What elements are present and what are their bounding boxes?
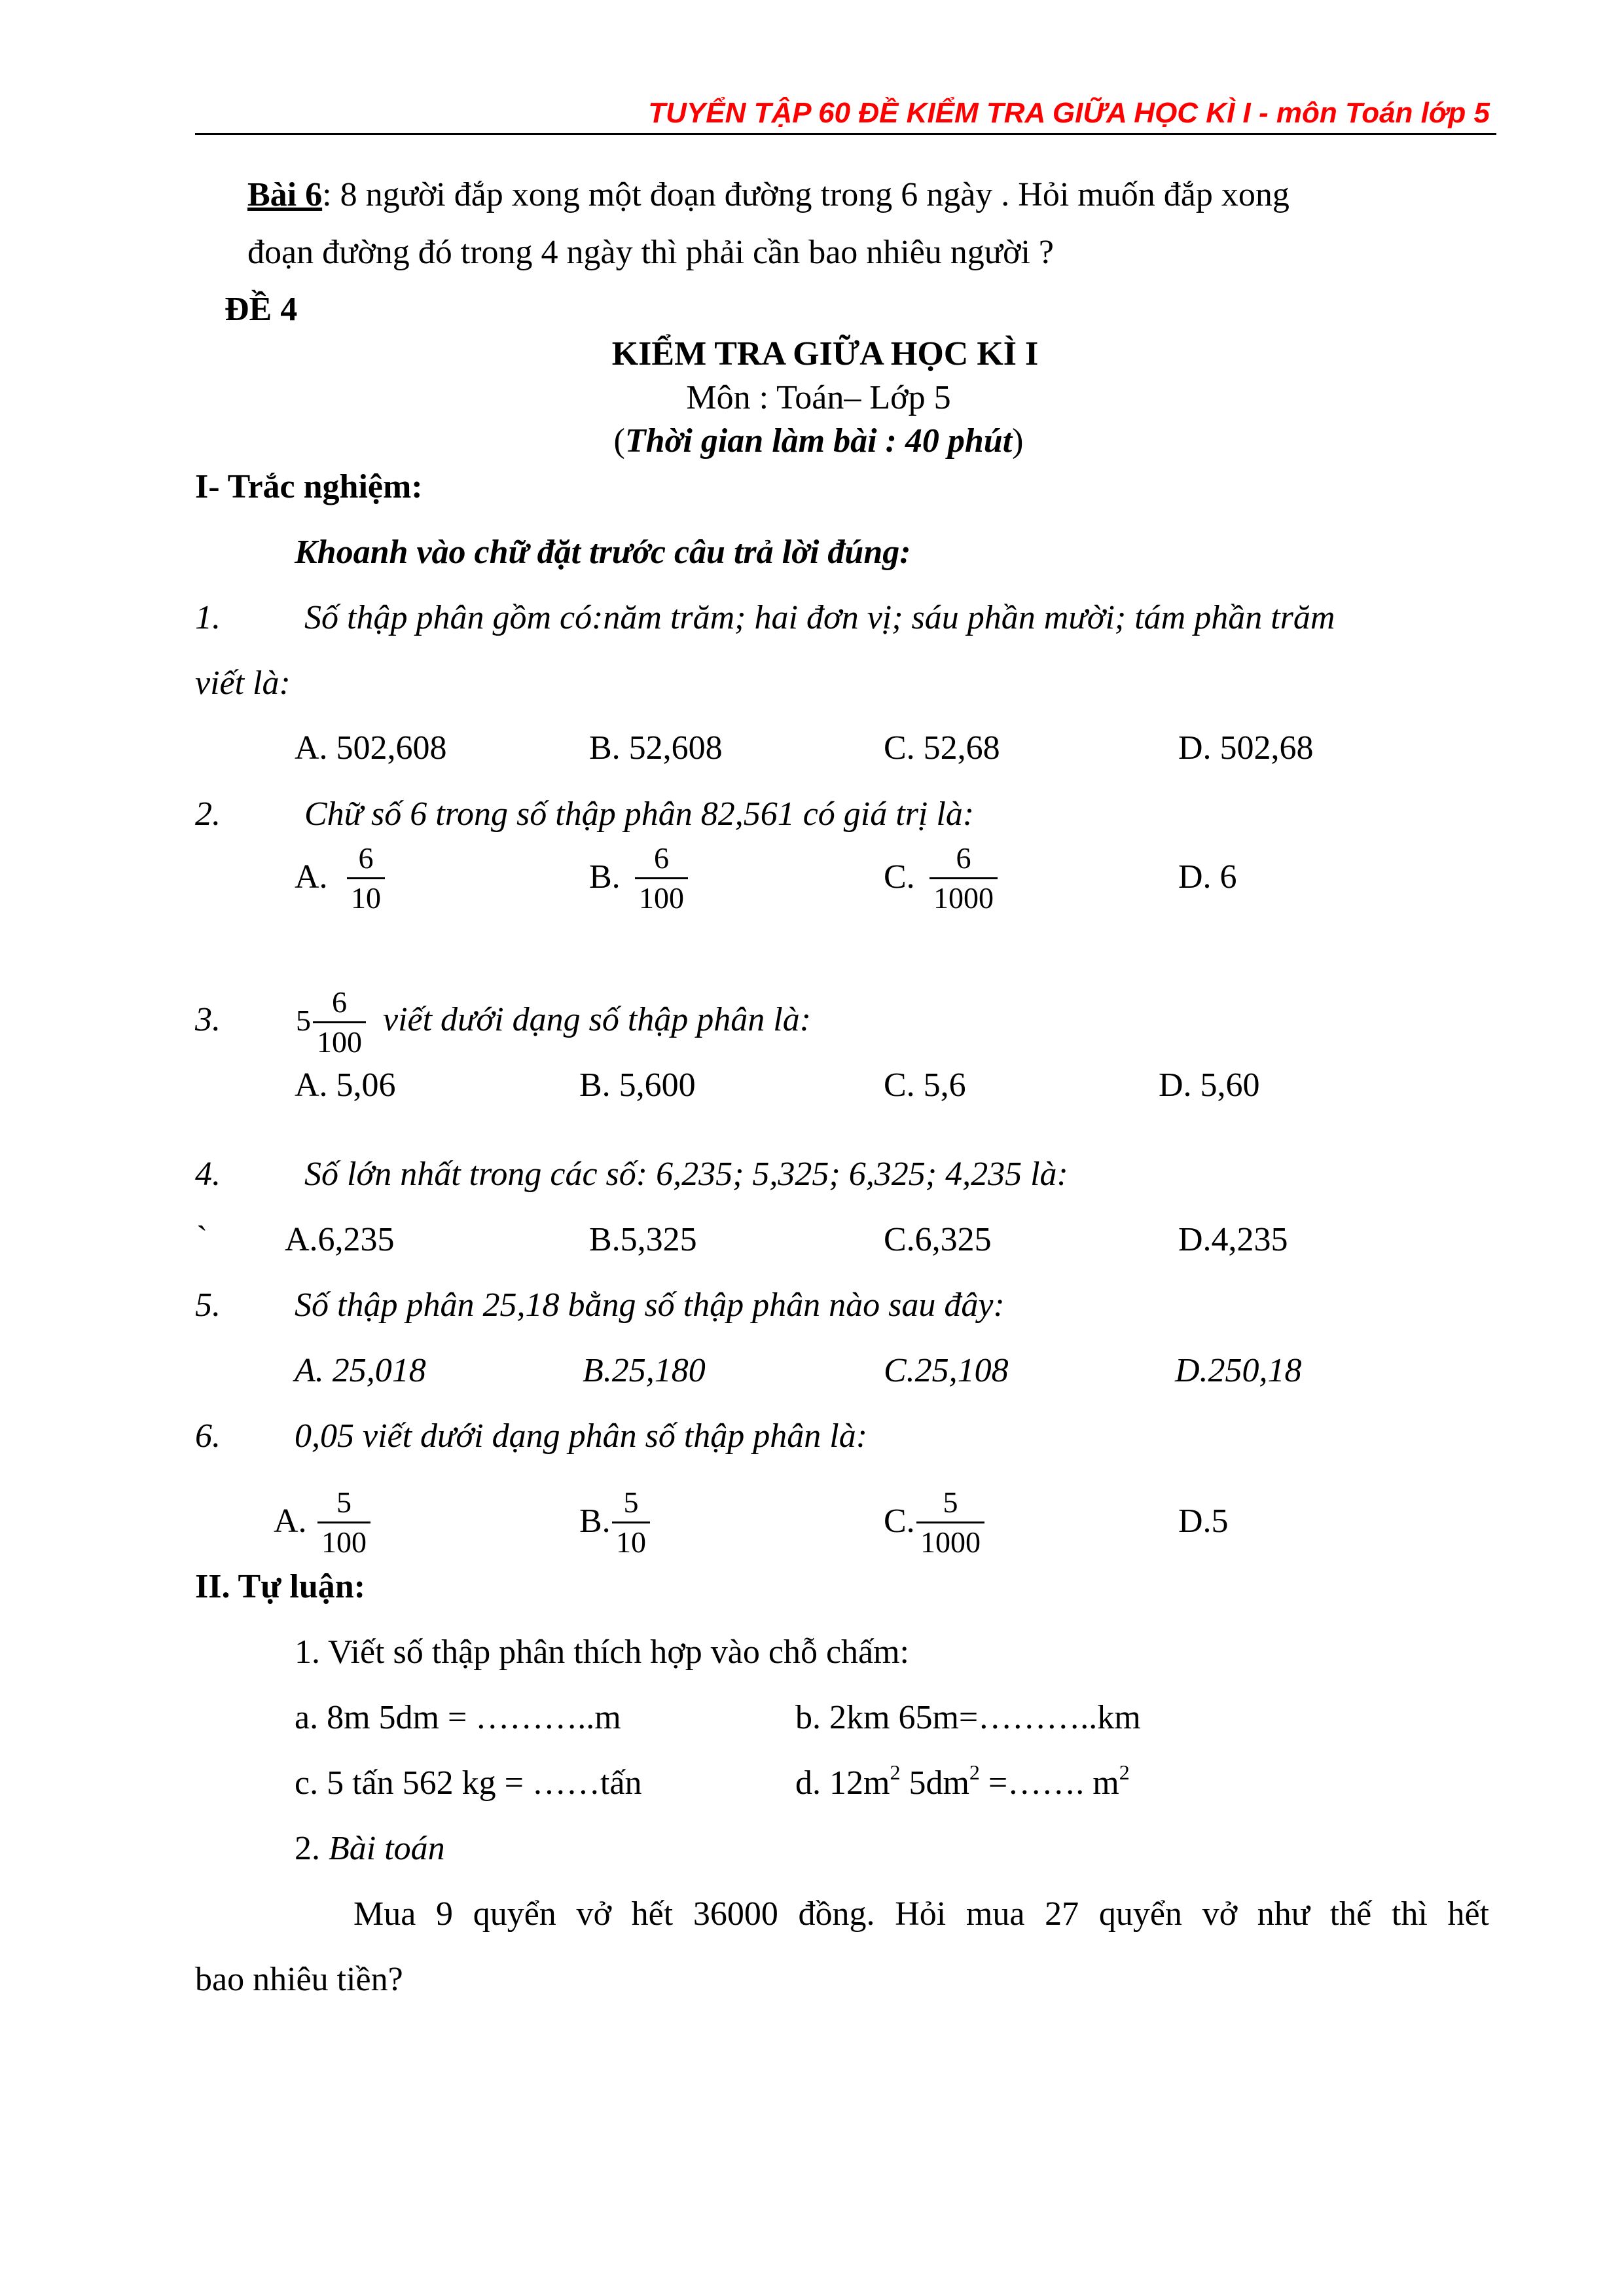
q2-option-a-label[interactable]: A. bbox=[295, 858, 328, 896]
q2-text: Chữ số 6 trong số thập phân 82,561 có giá trị là: bbox=[304, 795, 975, 833]
q1-option-d[interactable]: D. 502,68 bbox=[1178, 729, 1314, 767]
ex1-d-sup3: 2 bbox=[1119, 1760, 1130, 1784]
q4-number: 4. bbox=[195, 1156, 221, 1193]
q1-text-cont: viết là: bbox=[195, 665, 291, 702]
q1-option-c[interactable]: C. 52,68 bbox=[884, 729, 1000, 767]
q2-a-numerator: 6 bbox=[358, 841, 374, 875]
exam-time-open: ( bbox=[613, 422, 625, 460]
q6-option-c-label[interactable]: C. bbox=[884, 1503, 915, 1540]
q2-c-denominator: 1000 bbox=[933, 881, 994, 915]
ex1-d-sup2: 2 bbox=[969, 1760, 980, 1784]
q3-fraction bbox=[313, 987, 366, 1057]
ex1-d-part2: 5dm bbox=[900, 1764, 969, 1802]
q2-number: 2. bbox=[195, 795, 221, 833]
q2-option-a-fraction[interactable] bbox=[347, 843, 385, 913]
ex1-item-a[interactable]: a. 8m 5dm = ………..m bbox=[295, 1699, 621, 1736]
ex1-title: 1. Viết số thập phân thích hợp vào chỗ chấm: bbox=[295, 1633, 909, 1671]
q5-text: Số thập phân 25,18 bằng số thập phân nào sau đây: bbox=[295, 1286, 1005, 1324]
q6-option-b-label[interactable]: B. bbox=[579, 1503, 611, 1540]
q6-option-d[interactable]: D.5 bbox=[1178, 1503, 1229, 1540]
q6-c-denominator: 1000 bbox=[920, 1525, 981, 1559]
q3-denominator: 100 bbox=[317, 1025, 362, 1059]
prev-problem-label: Bài 6 bbox=[247, 176, 323, 213]
prev-problem-text1: : 8 người đắp xong một đoạn đường trong 6 ngày . Hỏi muốn đắp xong bbox=[322, 176, 1290, 213]
exam-title: KIỂM TRA GIỮA HỌC KÌ I bbox=[611, 335, 1039, 373]
q4-stray-mark: ` bbox=[196, 1220, 208, 1257]
part1-heading: I- Trắc nghiệm: bbox=[195, 468, 423, 505]
q4-text: Số lớn nhất trong các số: 6,235; 5,325; 6,325; 4,235 là: bbox=[304, 1156, 1068, 1193]
q6-option-b-fraction[interactable] bbox=[612, 1487, 650, 1558]
q1-text: Số thập phân gồm có:năm trăm; hai đơn vị; sáu phần mười; tám phần trăm bbox=[304, 599, 1335, 636]
exam-number: ĐỀ 4 bbox=[225, 291, 298, 328]
prev-problem-line2: đoạn đường đó trong 4 ngày thì phải cần bao nhiêu người ? bbox=[247, 234, 1055, 271]
q6-text: 0,05 viết dưới dạng phân số thập phân là: bbox=[295, 1417, 868, 1455]
q3-numerator: 6 bbox=[332, 985, 347, 1019]
q4-option-c[interactable]: C.6,325 bbox=[884, 1221, 992, 1258]
q5-option-a[interactable]: A. 25,018 bbox=[295, 1352, 426, 1389]
q6-a-numerator: 5 bbox=[336, 1485, 352, 1519]
exam-time-close: ) bbox=[1012, 422, 1024, 460]
q1-option-a[interactable]: A. 502,608 bbox=[295, 729, 447, 767]
q3-text: viết dưới dạng số thập phân là: bbox=[383, 1001, 812, 1038]
ex2-label: 2. bbox=[295, 1830, 320, 1867]
q3-option-b[interactable]: B. 5,600 bbox=[579, 1066, 696, 1104]
exam-time-text: Thời gian làm bài : 40 phút bbox=[624, 422, 1013, 460]
q5-number: 5. bbox=[195, 1286, 221, 1324]
ex1-item-c[interactable]: c. 5 tấn 562 kg = ……tấn bbox=[295, 1764, 642, 1802]
q2-option-c-label[interactable]: C. bbox=[884, 858, 915, 896]
ex2-heading bbox=[295, 1832, 445, 1866]
q5-option-d[interactable]: D.250,18 bbox=[1175, 1352, 1302, 1389]
q1-number: 1. bbox=[195, 599, 221, 636]
ex2-text-line1: Mua 9 quyển vở hết 36000 đồng. Hỏi mua 27 quyển vở như thế thì hết bbox=[353, 1895, 1489, 1933]
q5-option-b[interactable]: B.25,180 bbox=[583, 1352, 706, 1389]
exam-subject: Môn : Toán– Lớp 5 bbox=[686, 379, 951, 416]
q2-option-b-label[interactable]: B. bbox=[589, 858, 621, 896]
q6-number: 6. bbox=[195, 1417, 221, 1455]
ex1-d-part1: d. 12m bbox=[795, 1764, 890, 1802]
q3-option-a[interactable]: A. 5,06 bbox=[295, 1066, 396, 1104]
part1-instruction: Khoanh vào chữ đặt trước câu trả lời đúng: bbox=[295, 534, 911, 571]
ex2-text-line2: bao nhiêu tiền? bbox=[195, 1961, 403, 1998]
header-title: TUYỂN TẬP 60 ĐỀ KIỂM TRA GIỮA HỌC KÌ I - môn Toán lớp 5 bbox=[648, 97, 1490, 129]
q4-option-a[interactable]: A.6,235 bbox=[285, 1221, 395, 1258]
q2-a-denominator: 10 bbox=[351, 881, 381, 915]
header-divider bbox=[195, 133, 1496, 135]
q4-option-b[interactable]: B.5,325 bbox=[589, 1221, 697, 1258]
ex2-title: Bài toán bbox=[329, 1830, 445, 1867]
part2-heading: II. Tự luận: bbox=[195, 1568, 366, 1605]
ex1-d-sup1: 2 bbox=[890, 1760, 901, 1784]
q3-whole: 5 bbox=[296, 1004, 311, 1037]
q6-option-a-label[interactable]: A. bbox=[274, 1503, 307, 1540]
q6-c-numerator: 5 bbox=[943, 1485, 958, 1519]
q6-option-c-fraction[interactable] bbox=[916, 1487, 984, 1558]
q6-option-a-fraction[interactable] bbox=[317, 1487, 370, 1558]
prev-problem-line1 bbox=[247, 178, 1290, 212]
q6-b-numerator: 5 bbox=[623, 1485, 639, 1519]
q2-b-numerator: 6 bbox=[654, 841, 669, 875]
q6-b-denominator: 10 bbox=[616, 1525, 646, 1559]
q6-a-denominator: 100 bbox=[321, 1525, 367, 1559]
q2-option-c-fraction[interactable] bbox=[929, 843, 998, 913]
ex1-item-b[interactable]: b. 2km 65m=………..km bbox=[795, 1699, 1141, 1736]
ex1-item-d[interactable] bbox=[795, 1760, 1130, 1802]
exam-time bbox=[0, 424, 1624, 458]
ex1-d-part3: =……. m bbox=[979, 1764, 1119, 1802]
q5-option-c[interactable]: C.25,108 bbox=[884, 1352, 1009, 1389]
q2-c-numerator: 6 bbox=[956, 841, 971, 875]
q2-option-b-fraction[interactable] bbox=[635, 843, 688, 913]
q2-b-denominator: 100 bbox=[639, 881, 684, 915]
q2-option-d[interactable]: D. 6 bbox=[1178, 858, 1237, 896]
q3-number: 3. bbox=[195, 1001, 221, 1038]
q4-option-d[interactable]: D.4,235 bbox=[1178, 1221, 1288, 1258]
q3-option-c[interactable]: C. 5,6 bbox=[884, 1066, 966, 1104]
q1-option-b[interactable]: B. 52,608 bbox=[589, 729, 723, 767]
q3-option-d[interactable]: D. 5,60 bbox=[1159, 1066, 1260, 1104]
